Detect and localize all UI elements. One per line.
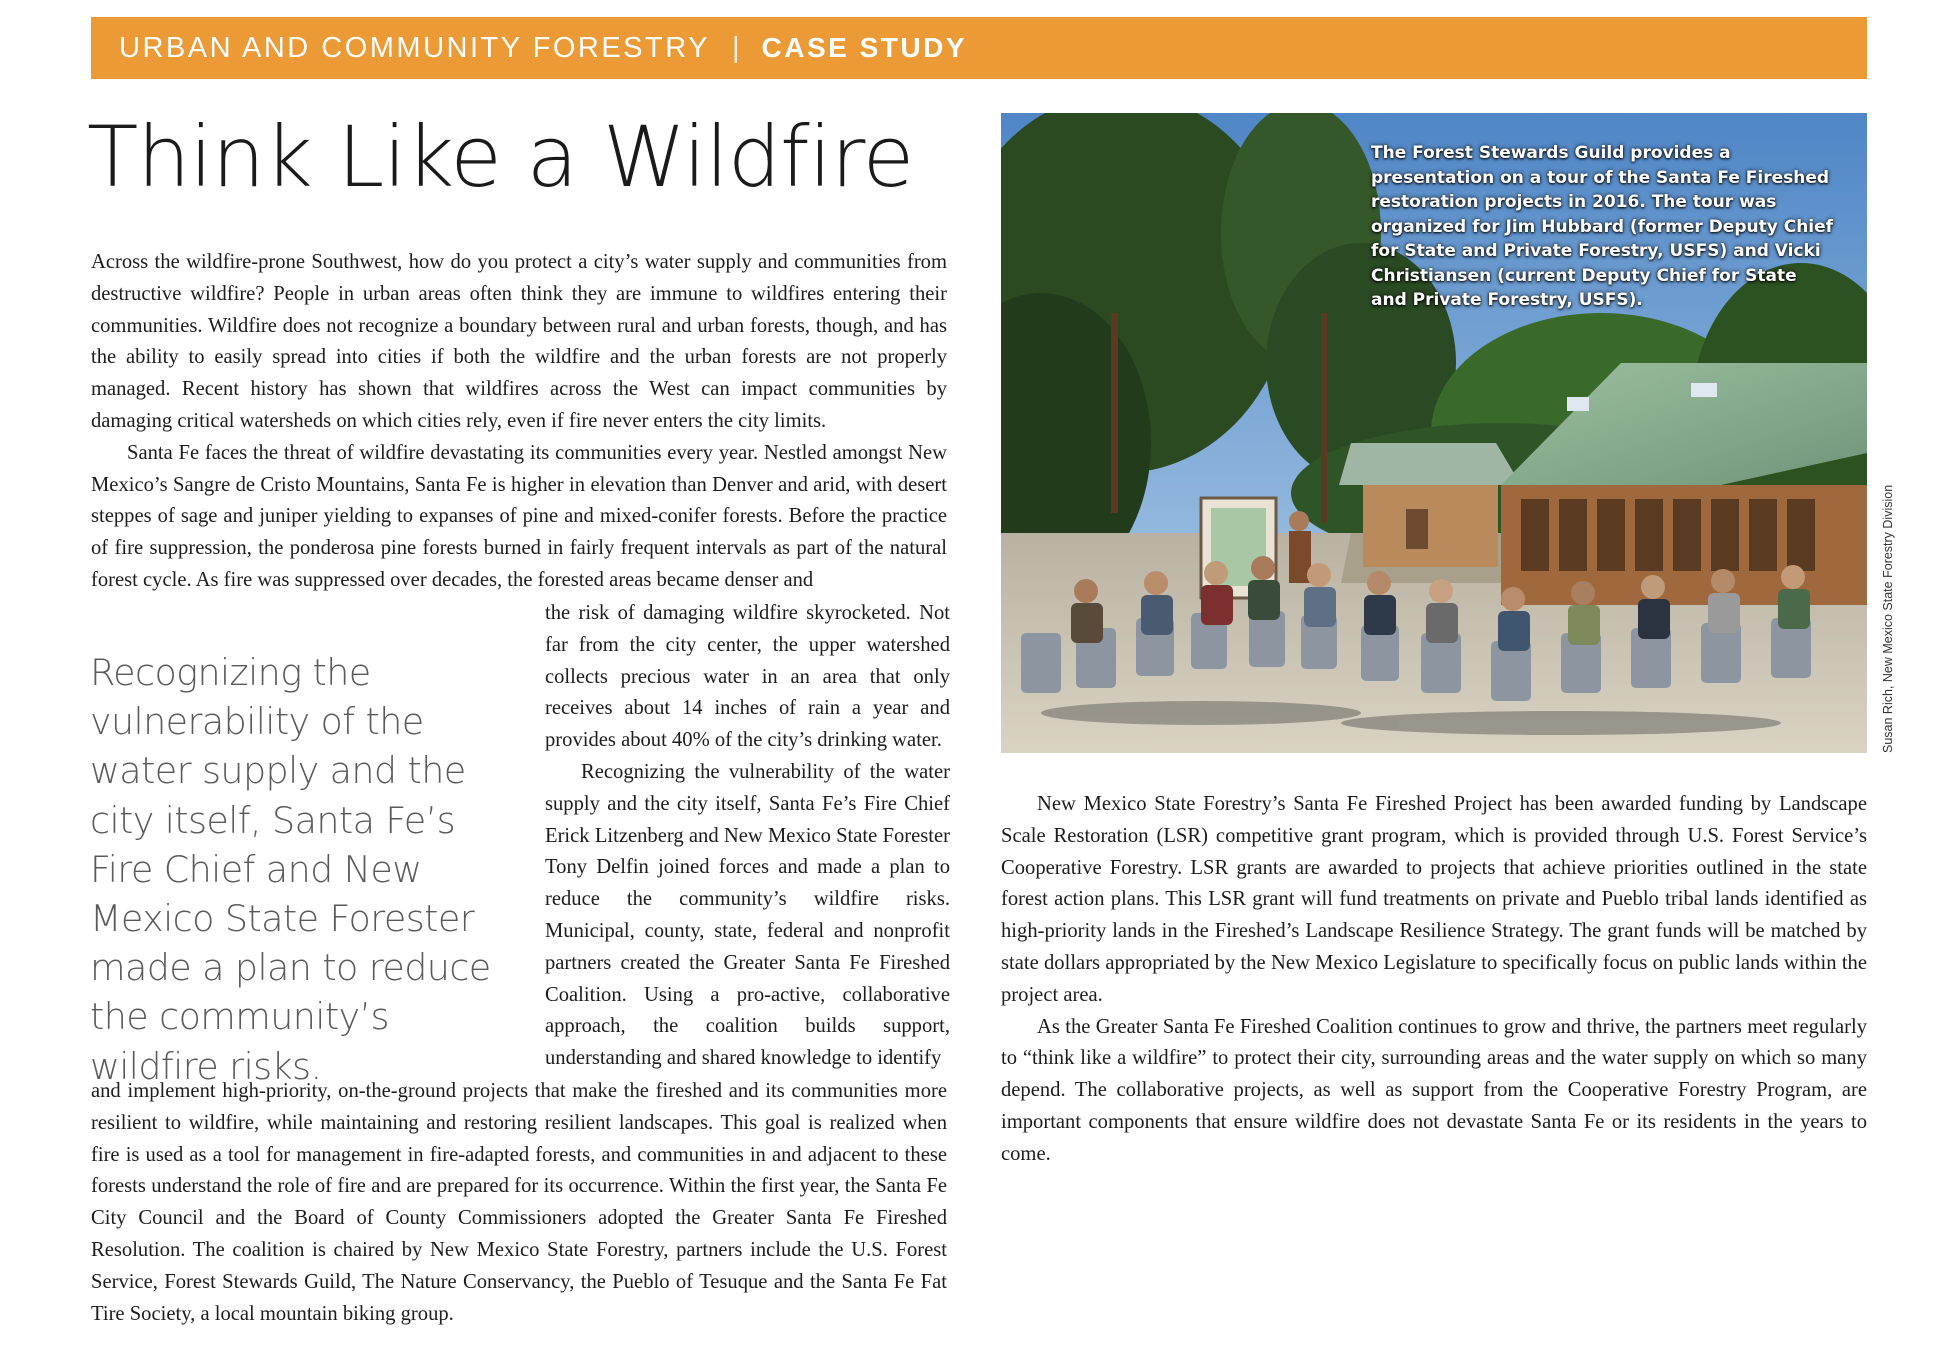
- paragraph-santa-fe-continued: the risk of damaging wildfire skyrocketed. Not far from the city center, the upper watershed collects precious water in an area that only receives about 14 inches of rain a year and provides about 40% of the city’s drinking water.: [545, 602, 950, 752]
- paragraph-conclusion: As the Greater Santa Fe Fireshed Coalition continues to grow and thrive, the partners meet regularly to “think like a wildfire” to protect their city, surrounding areas and the water supply on which so many depend. The collaborative projects, as well as support from the Cooperative Forestry Program, are important components that ensure wildfire does not devastate Santa Fe or its residents in the years to come.: [1001, 1015, 1867, 1165]
- article-type-label: CASE STUDY: [761, 32, 967, 63]
- header-separator: |: [731, 31, 740, 64]
- photo-credit-text: Susan Rich, New Mexico State Forestry Division: [1881, 484, 1895, 753]
- paragraph-coalition-start: Recognizing the vulnerability of the water supply and the city itself, Santa Fe’s Fire Chief Erick Litzenberg and New Mexico State Forester Tony Delfin joined forces and made a plan to reduce the community’s wildfire risks. Municipal, county, state, federal and nonprofit partners created the Greater Santa Fe Fireshed Coalition. Using a pro-active, collaborative approach, the coalition builds support, understanding and shared knowledge to identify: [545, 760, 950, 1070]
- tour-photo: [1001, 113, 1867, 753]
- right-column-text: [1001, 789, 1867, 1171]
- photo-caption: The Forest Stewards Guild provides a presentation on a tour of the Santa Fe Fireshed restoration projects in 2016. The tour was organized for Jim Hubbard (former Deputy Chief for State and Private Forestry, USFS) and Vicki Christiansen (current Deputy Chief for State and Private Forestry, USFS).: [1371, 143, 1834, 310]
- paragraph-santa-fe-start: Santa Fe faces the threat of wildfire devastating its communities every year. Nestled amongst New Mexico’s Sangre de Cristo Mountains, Santa Fe is higher in elevation than Denver and arid, with desert steppes of sage and juniper yielding to expanses of pine and mixed-conifer forests. Before the practice of fire suppression, the ponderosa pine forests burned in fairly frequent intervals as part of the natural forest cycle. As fire was suppressed over decades, the forested areas became denser and: [91, 441, 947, 591]
- bottom-text-block: [91, 1076, 947, 1330]
- article-title: Think Like a Wildfire: [87, 108, 914, 206]
- paragraph-lsr-funding: New Mexico State Forestry’s Santa Fe Fireshed Project has been awarded funding by Landscape Scale Restoration (LSR) competitive grant program, which is provided through U.S. Forest Service’s Cooperative Forestry. LSR grants are awarded to projects that achieve priorities outlined in the state forest action plans. This LSR grant will fund treatments on private and Pueblo tribal lands identified as high-priority lands in the Fireshed’s Landscape Resilience Strategy. The grant funds will be matched by state dollars appropriated by the New Mexico Legislature to specifically focus on public lands within the project area.: [1001, 793, 1867, 1006]
- paragraph-intro: Across the wildfire-prone Southwest, how do you protect a city’s water supply and communities from destructive wildfire? People in urban areas often think they are immune to wildfires entering their communities. Wildfire does not recognize a boundary between rural and urban forests, though, and has the ability to easily spread into cities if both the wildfire and the urban forests are not properly managed. Recent history has shown that wildfires across the West can impact communities by damaging critical watersheds on which cities rely, even if fire never enters the city limits.: [91, 251, 947, 432]
- section-label: URBAN AND COMMUNITY FORESTRY: [119, 31, 710, 64]
- intro-text-block: [91, 247, 947, 597]
- narrow-column-text: [545, 598, 950, 1075]
- paragraph-coalition-continued: and implement high-priority, on-the-ground projects that make the fireshed and its communities more resilient to wildfire, while maintaining and restoring resilient landscapes. This goal is realized when fire is used as a tool for management in fire-adapted forests, and communities in and adjacent to these forests understand the role of fire and are prepared for its occurrence. Within the first year, the Santa Fe City Council and the Board of County Commissioners adopted the Greater Santa Fe Fireshed Resolution. The coalition is chaired by New Mexico State Forestry, partners include the U.S. Forest Service, Forest Stewards Guild, The Nature Conservancy, the Pueblo of Tesuque and the Santa Fe Fat Tire Society, a local mountain biking group.: [91, 1080, 947, 1325]
- pull-quote: Recognizing the vulnerability of the water supply and the city itself, Santa Fe’s Fire Chief and New Mexico State Forester made a plan to reduce the community’s wildfire risks.: [90, 651, 491, 1088]
- section-header-bar: [91, 17, 1867, 79]
